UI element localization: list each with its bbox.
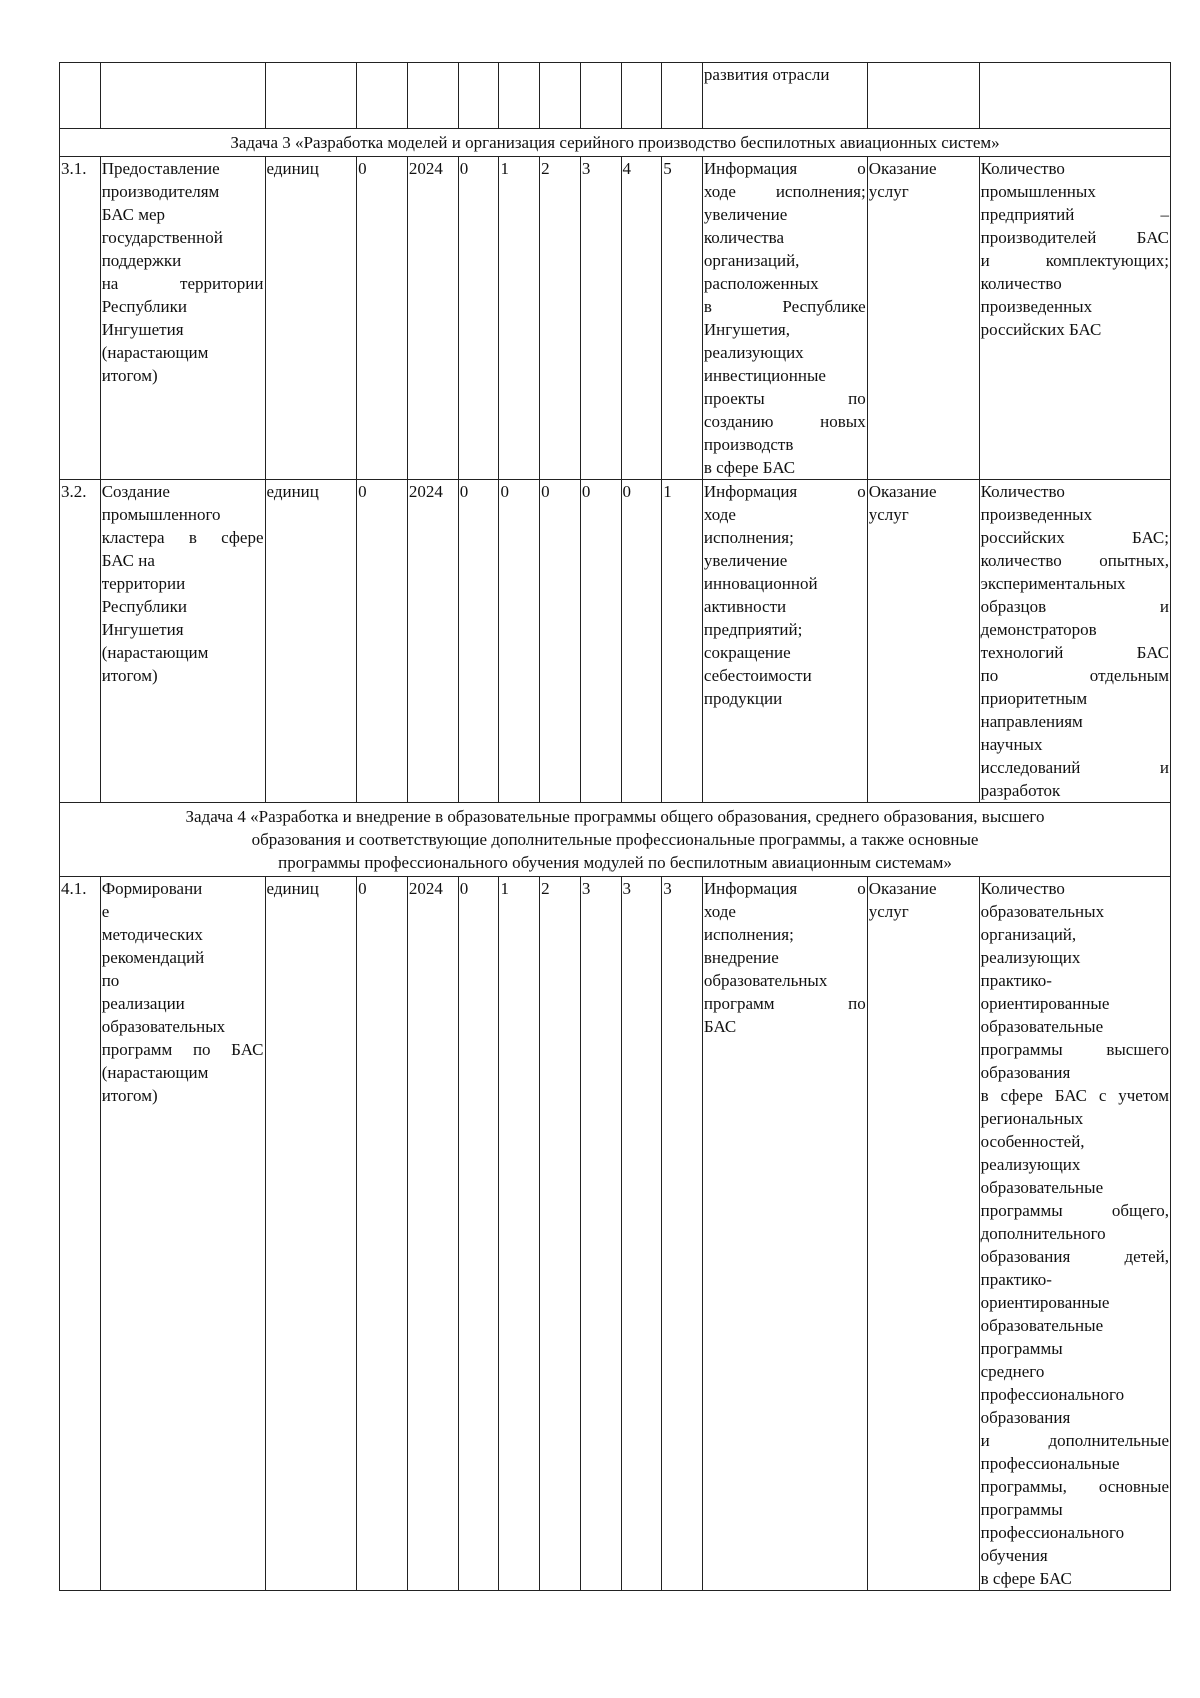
text-line: предприятий – [980,205,1169,224]
text-line: программы общего, [980,1201,1169,1220]
indicator [979,877,1170,1591]
year-value: 3 [662,877,703,1591]
year-value: 2 [540,157,581,480]
text-line: программы [980,1500,1063,1519]
text-line: программ по [703,994,866,1013]
text-line: Формировани [101,879,203,898]
expected-result [702,157,867,480]
text-line: образования [980,1063,1071,1082]
text-line: (нарастающим [101,643,209,662]
text-line: организаций, [980,925,1077,944]
text-line: поддержки [101,251,182,270]
continuation-row [60,63,1171,129]
text-line: Информация о [703,482,866,501]
base-year: 2024 [407,480,458,803]
measure-type [867,157,979,480]
text-line: Ингушетия [101,620,184,639]
text-line: Ингушетия [101,320,184,339]
text-line: российских БАС; [980,528,1169,547]
text-line: территории [101,574,186,593]
text-line: продукции [703,689,783,708]
text-line: Количество [980,879,1065,898]
text-line: и дополнительные [980,1431,1169,1450]
text-line: себестоимости [703,666,812,685]
year-value: 1 [499,157,540,480]
measure-name [100,877,265,1591]
task-4-title [60,803,1171,877]
task-3-title: Задача 3 «Разработка моделей и организация серийного производство беспилотных авиационных систем» [60,129,1171,157]
text-line: промышленных [980,182,1096,201]
year-value: 0 [458,157,499,480]
text-line: кластера в сфере [101,528,264,547]
text-line: Создание [101,482,170,501]
text-line: экспериментальных [980,574,1126,593]
text-line: е [101,902,110,921]
text-line: увеличение [703,205,788,224]
text-line: организаций, [703,251,800,270]
year-value: 3 [580,157,621,480]
text-line: образования и соответствующие дополнительные профессиональные программы, а также основные [251,830,979,849]
text-line: Задача 4 «Разработка и внедрение в образовательные программы общего образования, среднего образования, высшего [185,807,1045,826]
text-line: БАС на [101,551,155,570]
unit: единиц [265,877,357,1591]
text-line: в сфере БАС [980,1569,1072,1588]
text-line: практико- [980,971,1052,990]
indicator [979,480,1170,803]
text-line: образцов и [980,597,1169,616]
text-line: технологий БАС [980,643,1169,662]
text-line: программы [980,1339,1063,1358]
text-line: инвестиционные [703,366,826,385]
text-line: (нарастающим [101,343,209,362]
text-line: услуг [868,902,909,921]
text-line: реализующих [980,1155,1081,1174]
text-line: государственной [101,228,223,247]
text-line: образовательные [980,1017,1104,1036]
text-line: расположенных [703,274,819,293]
text-line: ходе исполнения; [703,182,866,201]
text-line: в Республике [703,297,866,316]
text-line: созданию новых [703,412,866,431]
base-year: 2024 [407,877,458,1591]
indicator [979,157,1170,480]
year-value: 0 [540,480,581,803]
text-line: профессиональные [980,1454,1120,1473]
text-line: активности [703,597,787,616]
text-line: по [101,971,120,990]
text-line: производителям [101,182,220,201]
base-value: 0 [357,157,408,480]
base-value: 0 [357,877,408,1591]
text-line: дополнительного [980,1224,1106,1243]
text-line: Ингушетия, [703,320,790,339]
text-line: услуг [868,182,909,201]
document-page [59,62,1171,1591]
text-line: ориентированные [980,994,1110,1013]
text-line: методических [101,925,203,944]
text-line: образовательных [980,902,1105,921]
table-row [60,877,1171,1591]
text-line: региональных [980,1109,1084,1128]
year-value: 0 [458,480,499,803]
text-line: Количество [980,159,1065,178]
text-line: Оказание [868,159,937,178]
text-line: Информация о [703,159,866,178]
year-value: 4 [621,157,662,480]
base-year: 2024 [407,157,458,480]
text-line: производителей БАС [980,228,1169,247]
text-line: внедрение [703,948,779,967]
text-line: исполнения; [703,925,794,944]
text-line: в сфере БАС с учетом [980,1086,1169,1105]
text-line: реализации [101,994,185,1013]
year-value: 0 [458,877,499,1591]
text-line: ходе [703,902,736,921]
text-line: в сфере БАС [703,458,796,477]
text-line: программы, основные [980,1477,1169,1496]
text-line: проекты по [703,389,866,408]
text-line: увеличение [703,551,788,570]
unit: единиц [265,480,357,803]
text-line: по отдельным [980,666,1169,685]
text-line: программ по БАС [101,1040,264,1059]
text-line: Информация о [703,879,866,898]
text-line: научных [980,735,1043,754]
year-value: 2 [540,877,581,1591]
measure-name [100,480,265,803]
text-line: количество опытных, [980,551,1169,570]
row-number: 4.1. [60,877,101,1591]
table-row [60,157,1171,480]
text-line: приоритетным [980,689,1088,708]
text-line: итогом) [101,366,158,385]
text-line: инновационной [703,574,818,593]
text-line: произведенных [980,297,1093,316]
text-line: реализующих [703,343,804,362]
expected-result [702,480,867,803]
text-line: Республики [101,297,187,316]
text-line: особенностей, [980,1132,1085,1151]
text-line: образовательных [101,1017,226,1036]
table-row [60,480,1171,803]
text-line: программы высшего [980,1040,1169,1059]
text-line: исследований и [980,758,1169,777]
text-line: российских БАС [980,320,1102,339]
text-line: промышленного [101,505,221,524]
unit: единиц [265,157,357,480]
text-line: образовательные [980,1178,1104,1197]
text-line: практико- [980,1270,1052,1289]
text-line: образовательные [980,1316,1104,1335]
text-line: на территории [101,274,264,293]
text-line: произведенных [980,505,1093,524]
result-cell: развития отрасли [702,63,867,129]
year-value: 1 [499,877,540,1591]
text-line: Предоставление [101,159,220,178]
text-line: программы профессионального обучения модулей по беспилотным авиационным системам» [278,853,952,872]
measures-table [59,62,1171,1591]
text-line: демонстраторов [980,620,1097,639]
measure-name [100,157,265,480]
task-3-heading-row [60,129,1171,157]
year-value: 0 [580,480,621,803]
measure-type [867,877,979,1591]
text-line: обучения [980,1546,1048,1565]
text-line: Оказание [868,482,937,501]
row-number: 3.1. [60,157,101,480]
text-line: Количество [980,482,1065,501]
year-value: 1 [662,480,703,803]
text-line: количества [703,228,785,247]
text-line: ходе [703,505,736,524]
text-line: БАС [703,1017,737,1036]
measure-type [867,480,979,803]
year-value: 3 [621,877,662,1591]
year-value: 0 [499,480,540,803]
text-line: услуг [868,505,909,524]
text-line: предприятий; [703,620,803,639]
text-line: количество [980,274,1062,293]
base-value: 0 [357,480,408,803]
text-line: среднего [980,1362,1045,1381]
text-line: направлениям [980,712,1083,731]
text-line: образовательных [703,971,828,990]
year-value: 0 [621,480,662,803]
text-line: производств [703,435,794,454]
text-line: образования [980,1408,1071,1427]
text-line: разработок [980,781,1061,800]
text-line: исполнения; [703,528,794,547]
text-line: реализующих [980,948,1081,967]
text-line: рекомендаций [101,948,205,967]
year-value: 5 [662,157,703,480]
text-line: итогом) [101,666,158,685]
text-line: БАС мер [101,205,166,224]
text-line: сокращение [703,643,791,662]
task-4-heading-row [60,803,1171,877]
text-line: образования детей, [980,1247,1169,1266]
text-line: Республики [101,597,187,616]
text-line: Оказание [868,879,937,898]
year-value: 3 [580,877,621,1591]
text-line: профессионального [980,1523,1125,1542]
row-number: 3.2. [60,480,101,803]
text-line: профессионального [980,1385,1125,1404]
text-line: ориентированные [980,1293,1110,1312]
expected-result [702,877,867,1591]
text-line: и комплектующих; [980,251,1169,270]
text-line: (нарастающим [101,1063,209,1082]
text-line: итогом) [101,1086,158,1105]
